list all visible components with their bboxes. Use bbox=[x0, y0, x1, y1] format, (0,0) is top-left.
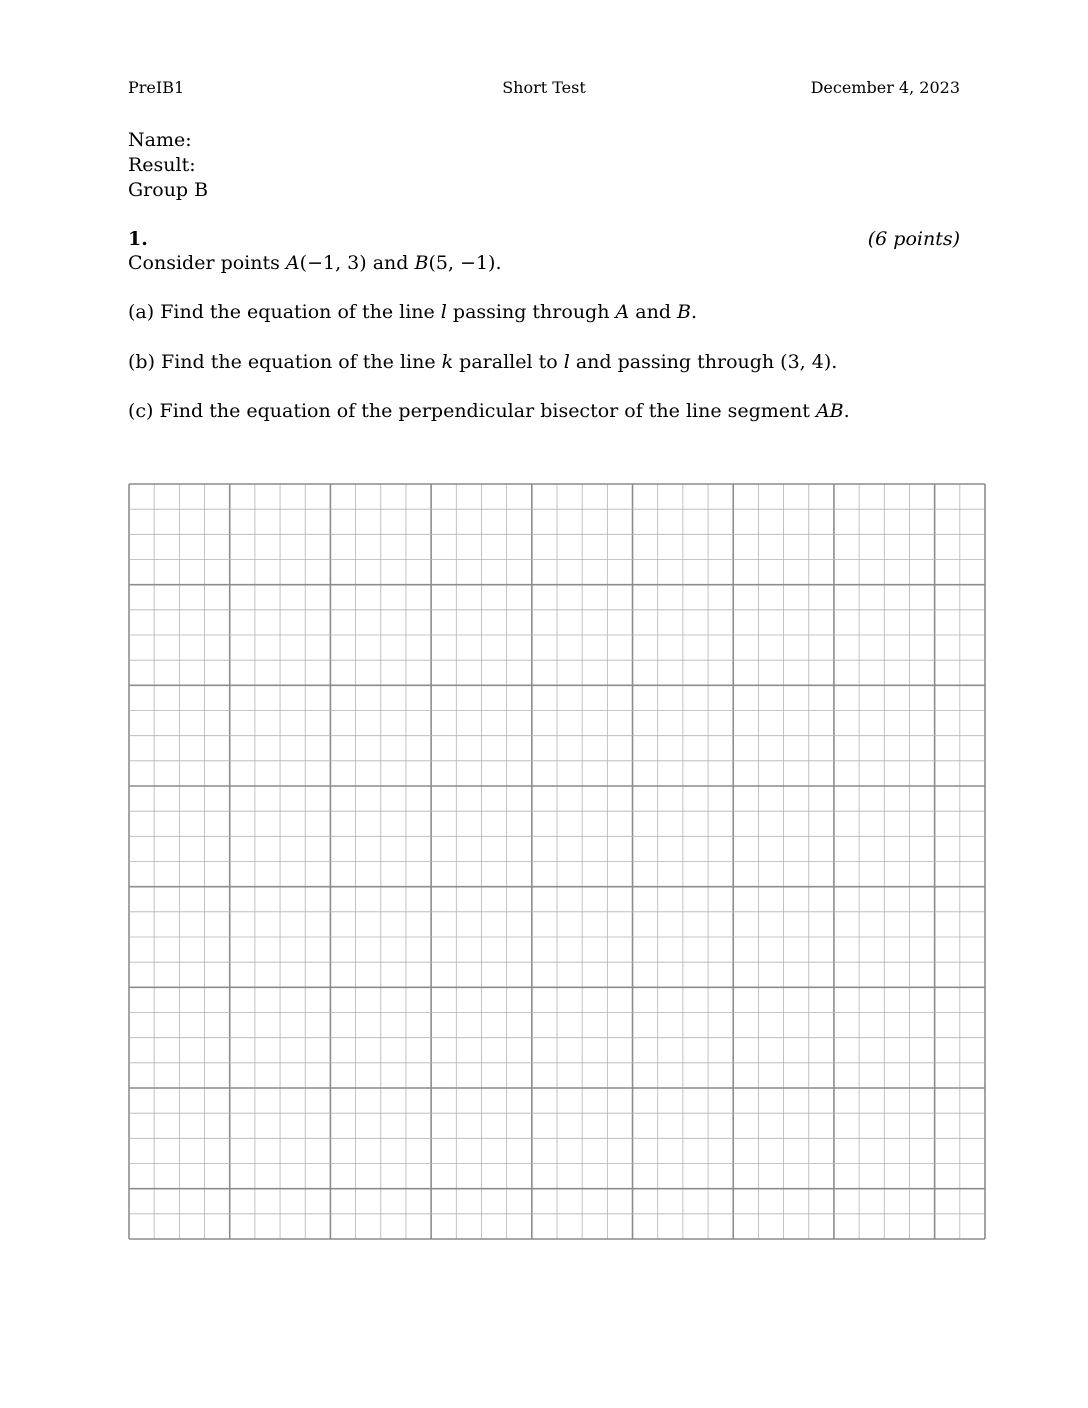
part-b-text-2: parallel to bbox=[453, 351, 564, 373]
part-a-point-a: A bbox=[615, 301, 630, 323]
header-course: PreIB1 bbox=[128, 78, 185, 97]
part-c-text-2: . bbox=[843, 400, 850, 422]
point-a-label: A bbox=[285, 252, 300, 274]
header-title: Short Test bbox=[502, 78, 586, 97]
part-a bbox=[128, 301, 697, 323]
point-b-label: B bbox=[414, 252, 429, 274]
name-label: Name: bbox=[128, 129, 192, 151]
header-date: December 4, 2023 bbox=[810, 78, 960, 97]
question-points: (6 points) bbox=[867, 228, 960, 250]
result-label: Result: bbox=[128, 154, 196, 176]
part-b-line-l: l bbox=[563, 351, 570, 373]
point-a-coords: (−1, 3) bbox=[299, 252, 367, 274]
part-a-text-2: passing through bbox=[446, 301, 616, 323]
part-a-point-b: B bbox=[677, 301, 692, 323]
intro-text: Consider points bbox=[128, 252, 286, 274]
point-b-coords: (5, −1). bbox=[428, 252, 502, 274]
graph-paper-grid[interactable] bbox=[128, 483, 986, 1240]
part-a-line-l: l bbox=[440, 301, 447, 323]
question-intro bbox=[128, 252, 502, 274]
student-info bbox=[128, 128, 208, 203]
part-b-text-3: and passing through (3, 4). bbox=[569, 351, 838, 373]
intro-and: and bbox=[366, 252, 415, 274]
grid-svg bbox=[128, 483, 986, 1240]
group-label: Group B bbox=[128, 179, 209, 201]
part-a-text: (a) Find the equation of the line bbox=[128, 301, 441, 323]
part-a-text-3: and bbox=[629, 301, 678, 323]
question-number: 1. bbox=[128, 228, 148, 250]
part-c-text: (c) Find the equation of the perpendicular bisector of the line segment bbox=[128, 400, 816, 422]
part-c bbox=[128, 400, 850, 422]
part-b-line-k: k bbox=[441, 351, 454, 373]
question-header bbox=[128, 228, 960, 250]
part-b-text: (b) Find the equation of the line bbox=[128, 351, 442, 373]
part-a-text-4: . bbox=[691, 301, 698, 323]
part-b bbox=[128, 351, 837, 373]
part-c-segment-ab: AB bbox=[815, 400, 844, 422]
